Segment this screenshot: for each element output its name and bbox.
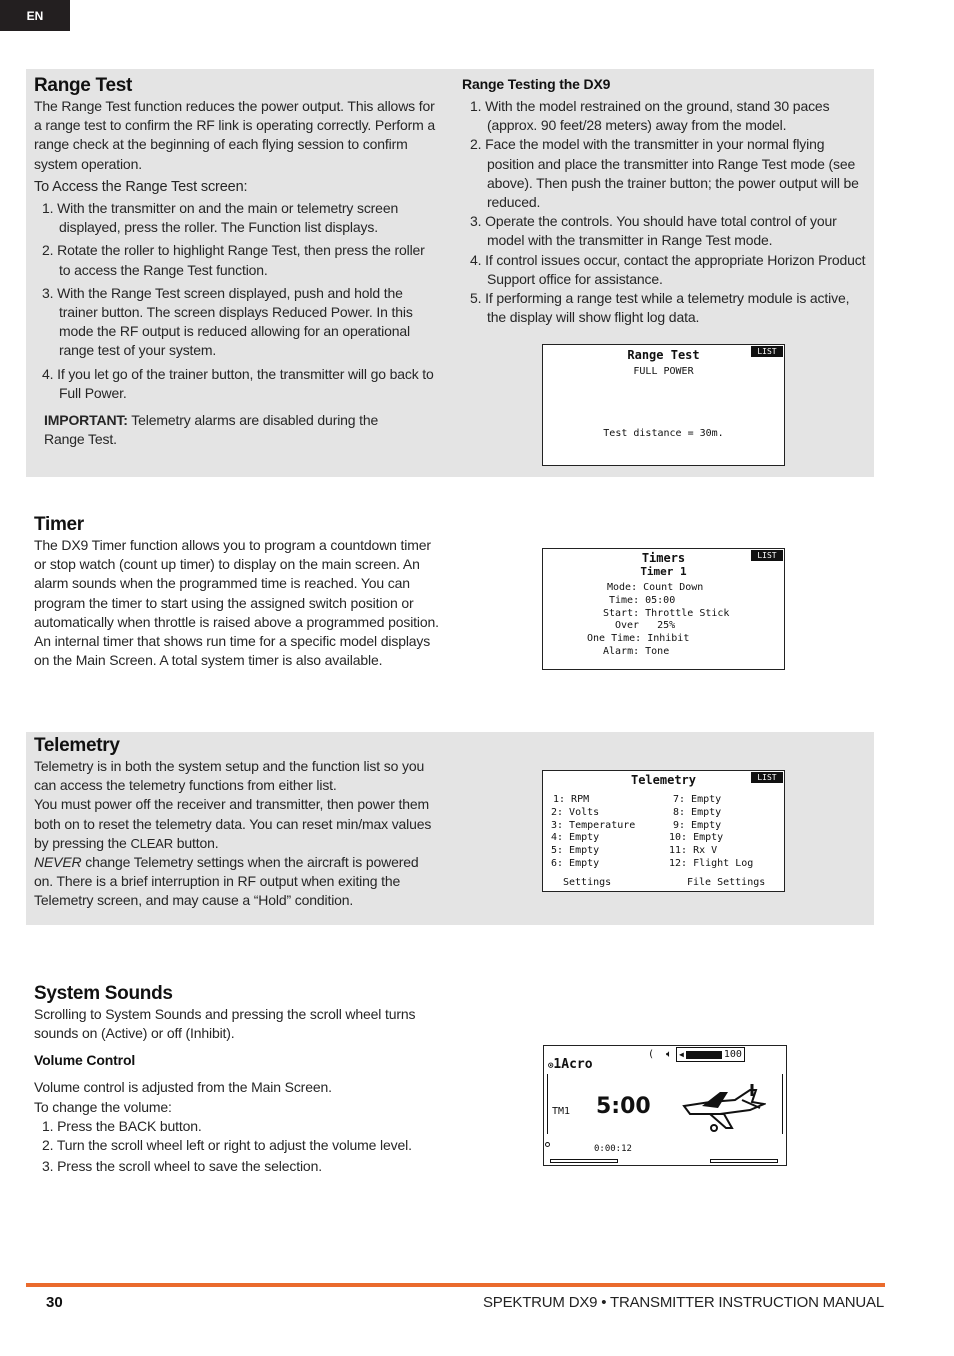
screen-title: Timers (641, 551, 686, 565)
system-sounds-title: System Sounds (34, 983, 173, 1004)
volume-control-text: Volume control is adjusted from the Main Screen. (34, 1079, 332, 1096)
model-name (548, 1057, 593, 1072)
timer-label: TM1 (552, 1106, 571, 1117)
list-item: 4. If you let go of the trainer button, the transmitter will go back to Full Power. (42, 365, 434, 401)
timer-title: Timer (34, 514, 84, 535)
system-sounds-section (34, 983, 442, 1176)
timer-settings (587, 582, 729, 659)
airplane-icon (680, 1084, 766, 1134)
main-screen (543, 1045, 787, 1166)
timer-text: The DX9 Timer function allows you to program a countdown timer or stop watch (count up timer) to display on the main screen. An alarm sounds when the programmed time is reached. You can program the timer to start using the assigned switch position or automatically when throttle is raised above a programmed position. An internal timer that shows run time for a specific model displays on the Main Screen. A total system timer is also available. (34, 537, 439, 669)
volume-level: 100 (723, 1049, 742, 1060)
telemetry-slot-8: 8: Empty (673, 806, 722, 818)
important-note (34, 411, 389, 449)
telemetry-p2-text-end: button. (173, 834, 219, 851)
left-trim-marker (545, 1142, 550, 1147)
list-item: 2. Face the model with the transmitter in your normal flying position and place the transmitter into Range Test mode (see above). Then push the trainer button; the power output will be reduced. (470, 136, 859, 211)
timer-one-time: One Time: Inhibit (587, 633, 690, 645)
page-number: 30 (46, 1294, 63, 1311)
list-badge: LIST (751, 772, 783, 783)
system-sounds-text: Scrolling to System Sounds and pressing the scroll wheel turns sounds on (Active) or off (Inhibit). (34, 1006, 416, 1042)
list-item: 2. Rotate the roller to highlight Range Test, then press the roller to access the Range Test function. (42, 242, 425, 278)
language-tab: EN (0, 0, 70, 31)
telemetry-left-list (551, 794, 635, 871)
test-distance: Test distance = 30m. (603, 428, 724, 439)
list-item: 4. If control issues occur, contact the appropriate Horizon Product Support office for assistance. (470, 251, 866, 287)
list-badge: LIST (751, 346, 783, 357)
volume-steps (34, 1117, 442, 1177)
file-settings-option: File Settings (687, 877, 766, 888)
timer-time: Time: 05:00 (609, 594, 676, 606)
telemetry-slot-4: 4: Empty (551, 832, 600, 844)
range-test-access-heading: To Access the Range Test screen: (34, 178, 248, 195)
bottom-trim-bar-left (550, 1159, 618, 1163)
never-emphasis: NEVER (34, 854, 82, 871)
run-time: 0:00:12 (594, 1144, 632, 1154)
timer-alarm: Alarm: Tone (603, 645, 670, 657)
range-test-intro: The Range Test function reduces the power output. This allows for a range test to confirm the RF link is operating correctly. Perform a range check at the beginning of each flying session to confirm system operation. (34, 98, 435, 172)
range-testing-dx9-heading: Range Testing the DX9 (462, 76, 611, 92)
list-item: 3. Operate the controls. You should have total control of your model with the transmitter in Range Test mode. (470, 213, 837, 249)
list-badge: LIST (751, 550, 783, 561)
volume-bar-fill (687, 1052, 721, 1058)
bottom-trim-bar-right (710, 1159, 778, 1163)
timer-mode: Mode: Count Down (607, 582, 704, 593)
list-item: 1. Press the BACK button. (42, 1117, 202, 1134)
telemetry-right-list (669, 794, 753, 871)
status-bar (648, 1047, 745, 1062)
telemetry-p1: Telemetry is in both the system setup and the function list so you can access the telemetry functions from either list. (34, 758, 425, 794)
model-label: 1Acro (553, 1057, 593, 1072)
screen-subtitle: Timer 1 (640, 565, 687, 578)
list-item: 3. Press the scroll wheel to save the selection. (42, 1158, 322, 1175)
side-trim-left (545, 1074, 548, 1134)
telemetry-title: Telemetry (34, 735, 120, 756)
range-test-screen (542, 344, 785, 466)
manual-title: SPEKTRUM DX9 • TRANSMITTER INSTRUCTION MANUAL (482, 1294, 884, 1311)
list-item: 1. With the model restrained on the ground, stand 30 paces (approx. 90 feet/28 meters) away from the model. (470, 98, 830, 134)
speaker-small-icon: ◀ (679, 1050, 684, 1059)
telemetry-slot-3: 3: Temperature (551, 819, 636, 831)
volume-bar (686, 1051, 722, 1059)
telemetry-p3 (34, 853, 439, 911)
telemetry-p3-text: change Telemetry settings when the aircraft is powered on. There is a brief interruption in RF output when exiting the Telemetry screen, and may cause a “Hold” condition. (34, 854, 419, 909)
list-item: 1. With the transmitter on and the main or telemetry screen displayed, press the roller. The Function list displays. (42, 200, 399, 236)
telemetry-p2-text: You must power off the receiver and transmitter, then power them both on to reset the telemetry data. You can reset min/max values by pressing the (34, 796, 432, 851)
list-item: 3. With the Range Test screen displayed, push and hold the trainer button. The screen displays Reduced Power. In this mode the RF output is reduced allowing for an operational range test of your system. (42, 284, 413, 359)
important-label: IMPORTANT: (44, 412, 128, 429)
bracket-glyph: ( (648, 1049, 655, 1060)
telemetry-slot-1: 1: RPM (553, 794, 590, 805)
range-test-steps (34, 199, 439, 403)
range-testing-dx9-steps (462, 97, 870, 327)
volume-box (676, 1047, 745, 1062)
telemetry-slot-9: 9: Empty (673, 819, 722, 831)
telemetry-slot-6: 6: Empty (551, 857, 600, 869)
side-trim-right (782, 1074, 785, 1134)
telemetry-p2 (34, 795, 439, 853)
telemetry-slot-2: 2: Volts (551, 806, 600, 818)
telemetry-slot-10: 10: Empty (669, 832, 724, 844)
important-text: Telemetry alarms are disabled during the Range Test. (44, 412, 379, 448)
telemetry-slot-7: 7: Empty (673, 794, 722, 805)
list-item: 5. If performing a range test while a telemetry module is active, the display will show flight log data. (470, 290, 850, 326)
screen-subtitle: FULL POWER (633, 366, 694, 377)
range-test-title: Range Test (34, 75, 133, 96)
model-icon: ⊙ (548, 1061, 554, 1071)
telemetry-section (34, 735, 439, 911)
range-test-right-column (462, 75, 870, 327)
list-item: 2. Turn the scroll wheel left or right to adjust the volume level. (42, 1137, 412, 1154)
settings-option: Settings (563, 877, 612, 888)
timer-start: Start: Throttle Stick (603, 607, 730, 619)
telemetry-slot-11: 11: Rx V (669, 845, 718, 857)
footer-divider (26, 1283, 885, 1287)
screen-title: Telemetry (630, 773, 697, 787)
change-volume-heading: To change the volume: (34, 1098, 172, 1115)
range-test-left-column (34, 75, 439, 449)
telemetry-screen (542, 770, 785, 892)
volume-control-heading: Volume Control (34, 1052, 136, 1069)
telemetry-slot-12: 12: Flight Log (669, 857, 754, 869)
timer-section (34, 514, 442, 670)
telemetry-slot-5: 5: Empty (551, 845, 600, 857)
clear-button-ref: CLEAR (130, 835, 174, 851)
timers-screen (542, 548, 785, 670)
speaker-icon: 🔈︎ (666, 1049, 673, 1060)
timer-value: 5:00 (596, 1094, 651, 1119)
timer-over: Over 25% (615, 620, 676, 632)
screen-title: Range Test (627, 348, 700, 362)
